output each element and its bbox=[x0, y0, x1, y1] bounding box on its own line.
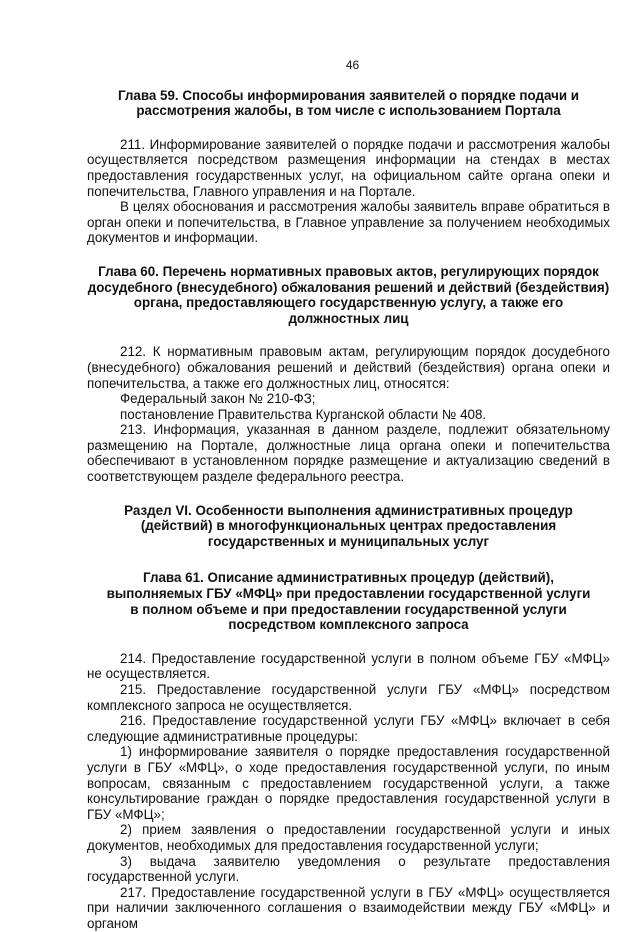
paragraph-211-continued: В целях обоснования и рассмотрения жалобы заявитель вправе обратиться в орган опеки и попечительства, в Главное управление за получением необходимых документов и информации. bbox=[87, 199, 610, 246]
chapter-61-heading: Глава 61. Описание административных процедур (действий), выполняемых ГБУ «МФЦ» при предоставлении государственной услуги в полном объеме и при предоставлении государственной услуги посредством комплексного запроса bbox=[106, 570, 591, 633]
paragraph-214: 214. Предоставление государственной услуги в полном объеме ГБУ «МФЦ» не осуществляется. bbox=[87, 650, 610, 682]
paragraph-216: 216. Предоставление государственной услуги ГБУ «МФЦ» включает в себя следующие административные процедуры: bbox=[87, 713, 610, 744]
chapter-60-heading: Глава 60. Перечень нормативных правовых актов, регулирующих порядок досудебного (внесудебного) обжалования решений и действий (бездействия) органа, предоставляющего государственную услугу, а также его должностных лиц bbox=[87, 263, 610, 326]
document-page bbox=[87, 58, 610, 932]
procedure-item-1: 1) информирование заявителя о порядке предоставления государственной услуги в ГБУ «МФЦ», о ходе предоставления государственной услуги, по иным вопросам, связанным с предоставлением государственной услуги, а также консультирование граждан о порядке предоставления государственной услуги в ГБУ «МФЦ»; bbox=[87, 744, 610, 822]
paragraph-217: 217. Предоставление государственной услуги в ГБУ «МФЦ» осуществляется при наличии заключенного соглашения о взаимодействии между ГБУ «МФЦ» и органом bbox=[87, 884, 610, 931]
chapter-59-heading: Глава 59. Способы информирования заявителей о порядке подачи и рассмотрения жалобы, в том числе с использованием Портала bbox=[117, 87, 580, 119]
page-number: 46 bbox=[345, 58, 360, 72]
paragraph-213: 213. Информация, указанная в данном разделе, подлежит обязательному размещению на Портале, должностные лица органа опеки и попечительства обеспечивают в установленном порядке размещение и актуализацию сведений в соответствующем разделе федерального реестра. bbox=[87, 422, 610, 485]
paragraph-215: 215. Предоставление государственной услуги ГБУ «МФЦ» посредством комплексного запроса не осуществляется. bbox=[87, 682, 610, 713]
law-reference-2: постановление Правительства Курганской области № 408. bbox=[120, 406, 487, 422]
procedure-item-2: 2) прием заявления о предоставлении государственной услуги и иных документов, необходимых для предоставления государственной услуги; bbox=[87, 822, 610, 853]
law-reference-1: Федеральный закон № 210-ФЗ; bbox=[120, 391, 316, 407]
paragraph-211: 211. Информирование заявителей о порядке подачи и рассмотрения жалобы осуществляется посредством размещения информации на стендах в местах предоставления государственных услуг, на официальном сайте органа опеки и попечительства, Главного управления и на Портале. bbox=[87, 136, 610, 199]
procedure-item-3: 3) выдача заявителю уведомления о результате предоставления государственной услуги. bbox=[87, 853, 610, 885]
paragraph-212: 212. К нормативным правовым актам, регулирующим порядок досудебного (внесудебного) обжалования решений и действий (бездействия) органа опеки и попечительства, а также его должностных лиц, относятся: bbox=[87, 344, 610, 391]
section-6-heading: Раздел VI. Особенности выполнения административных процедур (действий) в многофункциональных центрах предоставления государственных и муниципальных услуг bbox=[124, 502, 573, 549]
